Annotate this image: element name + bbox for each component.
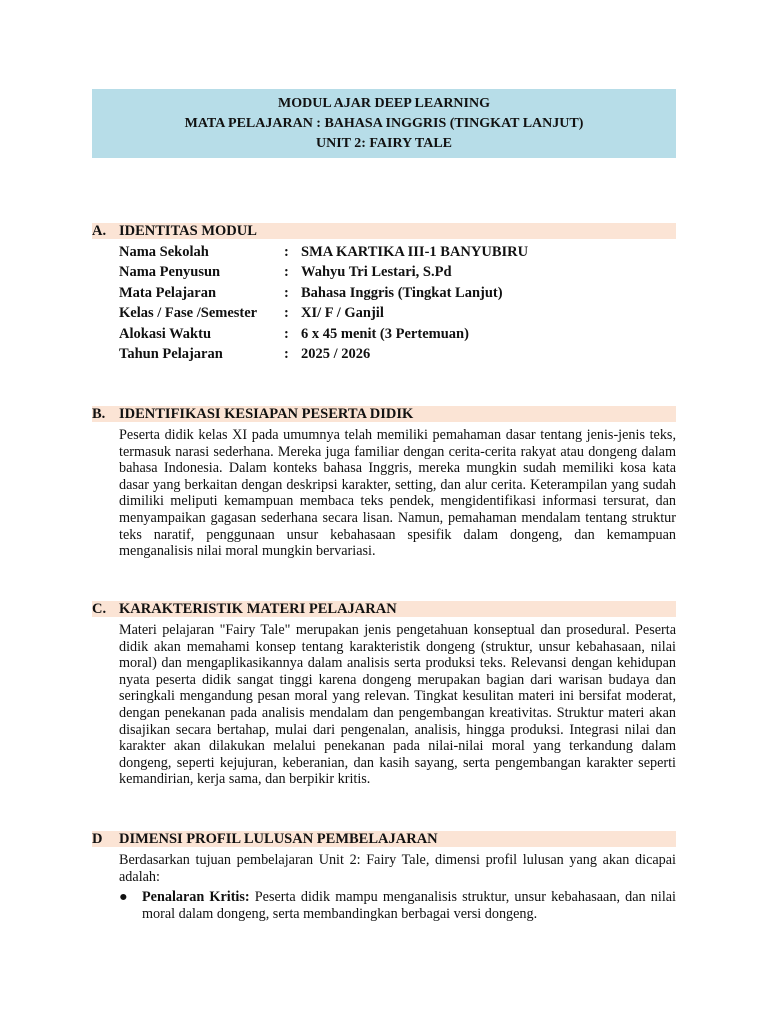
section-c-heading: [92, 601, 676, 617]
identity-colon: :: [284, 325, 289, 342]
section-c-paragraph: Materi pelajaran "Fairy Tale" merupakan jenis pengetahuan konseptual dan prosedural. Peserta didik akan memahami konsep tentang karakteristik dongeng (struktur, unsur kebahasaan, nilai moral) dan mengaplikasikannya dalam analisis serta produksi teks. Relevansi dengan kehidupan nyata peserta didik sangat tinggi karena dongeng merupakan bagian dari warisan budaya dan seringkali mengandung pesan moral yang relevan. Tingkat kesulitan materi ini bersifat moderat, dengan penekanan pada analisis mendalam dan pengembangan kreativitas. Struktur materi akan disajikan secara bertahap, mulai dari pengenalan, analisis, hingga produksi. Integrasi nilai dan karakter akan dilakukan melalui penekanan pada nilai-nilai moral yang terkandung dalam dongeng, seperti kejujuran, keberanian, dan kasih sayang, serta pengembangan karakter seperti kemandirian, kerja sama, dan berpikir kritis.: [119, 622, 676, 788]
identity-value: XI/ F / Ganjil: [301, 305, 384, 322]
section-letter: D: [92, 831, 103, 847]
section-letter: C.: [92, 601, 107, 617]
identity-colon: :: [284, 244, 289, 260]
section-title: IDENTIFIKASI KESIAPAN PESERTA DIDIK: [119, 406, 414, 422]
module-header: [92, 89, 676, 158]
identity-value: Wahyu Tri Lestari, S.Pd: [301, 264, 452, 281]
bullet-description: Peserta didik mampu menganalisis struktur, unsur kebahasaan, dan nilai moral dalam dongeng, serta membandingkan berbagai versi dongeng.: [142, 889, 676, 922]
identity-label: Nama Penyusun: [119, 264, 221, 281]
bullet-dot-icon: ●: [119, 889, 128, 905]
header-subject: MATA PELAJARAN : BAHASA INGGRIS (TINGKAT LANJUT): [184, 116, 584, 131]
section-letter: A.: [92, 223, 107, 239]
header-unit: UNIT 2: FAIRY TALE: [315, 136, 453, 151]
identity-colon: :: [284, 264, 289, 281]
bullet-term: Penalaran Kritis:: [142, 889, 250, 905]
identity-label: Tahun Pelajaran: [119, 345, 223, 362]
section-b-paragraph: Peserta didik kelas XI pada umumnya telah memiliki pemahaman dasar tentang jenis-jenis teks, termasuk narasi sederhana. Mereka juga familiar dengan cerita-cerita rakyat atau dongeng dalam bahasa Indonesia. Dalam konteks bahasa Inggris, mereka mungkin sudah memiliki kosa kata dasar yang berkaitan dengan deskripsi karakter, setting, dan alur cerita. Keterampilan yang sudah dimiliki meliputi kemampuan membaca teks pendek, mengidentifikasi informasi tersurat, dan menyampaikan gagasan sederhana secara lisan. Namun, pemahaman mendalam tentang struktur teks naratif, penggunaan unsur kebahasaan spesifik dalam dongeng, dan kemampuan menganalisis nilai moral mungkin bervariasi.: [119, 427, 676, 560]
identity-value: 2025 / 2026: [301, 345, 371, 362]
identity-label: Alokasi Waktu: [119, 325, 212, 342]
identity-value: SMA KARTIKA III-1 BANYUBIRU: [301, 244, 529, 260]
section-title: IDENTITAS MODUL: [119, 223, 257, 239]
section-title: DIMENSI PROFIL LULUSAN PEMBELAJARAN: [119, 831, 438, 847]
section-d-paragraph: Berdasarkan tujuan pembelajaran Unit 2: Fairy Tale, dimensi profil lulusan yang akan dicapai adalah:: [119, 852, 676, 885]
section-letter: B.: [92, 406, 106, 422]
identity-label: Mata Pelajaran: [119, 284, 217, 301]
identity-label: Kelas / Fase /Semester: [119, 305, 258, 322]
identity-value: Bahasa Inggris (Tingkat Lanjut): [301, 284, 503, 301]
identity-colon: :: [284, 284, 289, 301]
identity-colon: :: [284, 345, 289, 362]
identity-value: 6 x 45 menit (3 Pertemuan): [301, 325, 469, 342]
bullet-text: [142, 889, 676, 922]
header-title: MODUL AJAR DEEP LEARNING: [278, 96, 490, 111]
identity-label: Nama Sekolah: [119, 244, 209, 260]
section-d-heading: [92, 831, 676, 847]
section-a-heading: [92, 223, 676, 239]
identity-colon: :: [284, 305, 289, 322]
section-b-heading: [92, 406, 676, 422]
section-title: KARAKTERISTIK MATERI PELAJARAN: [119, 601, 397, 617]
